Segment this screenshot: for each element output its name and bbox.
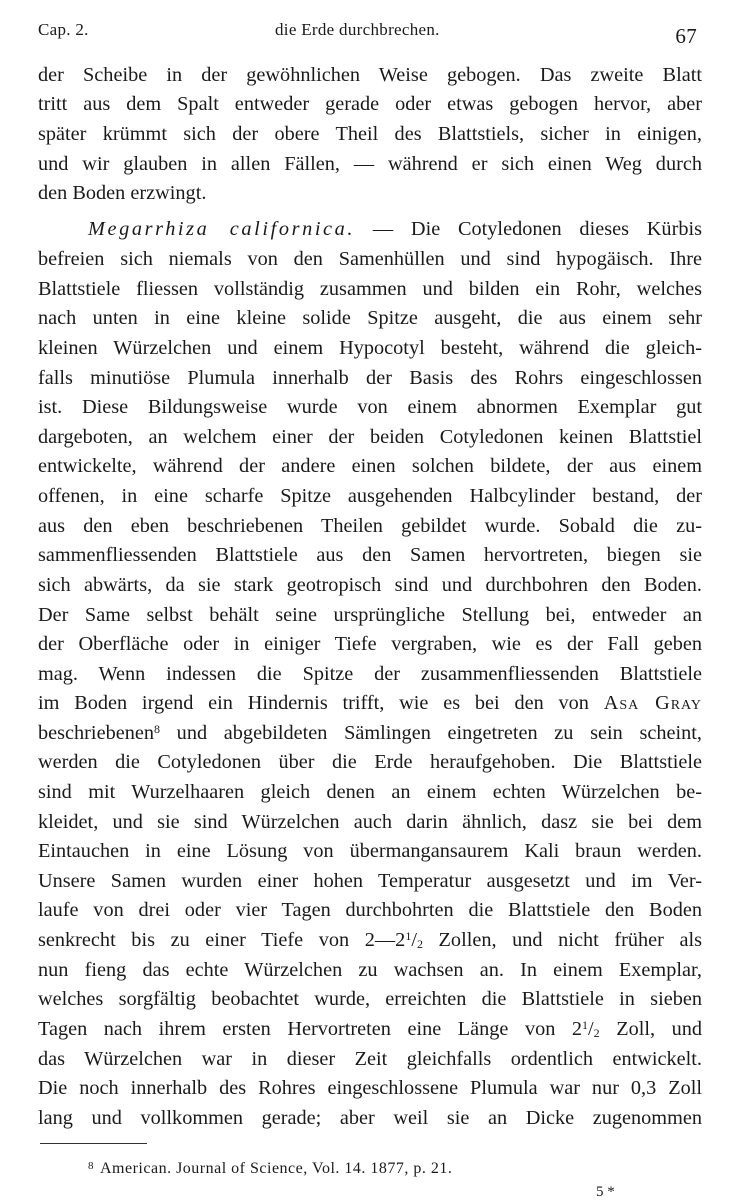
footnote-mark: 8 <box>88 1160 94 1172</box>
page-number: 67 <box>675 24 697 48</box>
text-line <box>38 719 702 748</box>
text-line: lang und vollkommen gerade; aber weil sie an Dicke zugenommen <box>38 1107 702 1129</box>
text-line: sammenfliessenden Blattstiele aus den Samen hervortreten, biegen sie <box>38 544 702 566</box>
text-line: und wir glauben in allen Fällen, — während er sich einen Weg durch <box>38 153 702 175</box>
fraction-numerator: 1 <box>582 1018 589 1032</box>
text-line: Blattstiele fliessen vollständig zusammen und bilden ein Rohr, welches <box>38 278 702 300</box>
text-line: der Scheibe in der gewöhnlichen Weise gebogen. Das zweite Blatt <box>38 64 702 86</box>
text-line <box>38 1015 702 1044</box>
running-header <box>38 18 697 48</box>
text-line: den Boden erzwingt. <box>38 182 207 204</box>
text-line: tritt aus dem Spalt entweder gerade oder etwas gebogen hervor, aber <box>38 93 702 115</box>
text-line: offenen, in eine scharfe Spitze ausgehenden Halbcylinder bestand, der <box>38 485 702 507</box>
text-line: das Würzelchen war in dieser Zeit gleichfalls ordentlich entwickelt. <box>38 1048 702 1070</box>
chapter-label: Cap. 2. <box>38 20 89 39</box>
text-line: Die noch innerhalb des Rohres eingeschlossene Plumula war nur 0,3 Zoll <box>38 1077 702 1099</box>
fraction-numerator: 1 <box>405 929 412 943</box>
text-line: dargeboten, an welchem einer der beiden Cotyledonen keinen Blattstiel <box>38 426 702 448</box>
species-name: Megarrhiza californica. <box>88 218 356 240</box>
text-line: sind mit Wurzelhaaren gleich denen an einem echten Würzelchen be- <box>38 781 702 803</box>
author-name: Asa Gray <box>603 692 702 714</box>
text-line: aus den eben beschriebenen Theilen gebildet wurde. Sobald die zu- <box>38 515 702 537</box>
footnote-divider <box>40 1143 147 1144</box>
text-line: befreien sich niemals von den Samenhüllen und sind hypogäisch. Ihre <box>38 248 702 270</box>
text-line: Eintauchen in eine Lösung von übermangansaurem Kali braun werden. <box>38 840 702 862</box>
text-line: werden die Cotyledonen über die Erde heraufgehoben. Die Blattstiele <box>38 751 702 773</box>
text-segment: beschriebenen <box>38 722 154 744</box>
text-line: welches sorgfältig beobachtet wurde, erreichten die Blattstiele in sieben <box>38 988 702 1010</box>
text-line: der Oberfläche oder in einiger Tiefe vergraben, wie es der Fall geben <box>38 633 702 655</box>
text-segment: und abgebildeten Sämlingen eingetreten zu sein scheint, <box>160 722 702 744</box>
text-line <box>38 689 702 718</box>
text-line: entwickelte, während der andere einen solchen bildete, der aus einem <box>38 455 702 477</box>
text-line: kleinen Würzelchen und einem Hypocotyl besteht, während die gleich- <box>38 337 702 359</box>
text-line: Unsere Samen wurden einer hohen Temperatur ausgesetzt und im Ver- <box>38 870 702 892</box>
text-line: nun fieng das echte Würzelchen zu wachsen an. In einem Exemplar, <box>38 959 702 981</box>
text-segment: im Boden irgend ein Hindernis trifft, wie es bei den von <box>38 692 604 714</box>
paragraph-start-line <box>38 215 702 244</box>
fraction-denominator: 2 <box>593 1026 600 1040</box>
footnote-reference: 8 <box>154 722 160 736</box>
footnote-text: American. Journal of Science, Vol. 14. 1877, p. 21. <box>100 1160 453 1177</box>
text-segment: Zoll, und <box>599 1018 702 1040</box>
text-line: nach unten in eine kleine solide Spitze ausgeht, die aus einem sehr <box>38 307 702 329</box>
text-line: laufe von drei oder vier Tagen durchbohrten die Blattstiele den Boden <box>38 899 702 921</box>
text-line: mag. Wenn indessen die Spitze der zusammenfliessenden Blattstiele <box>38 663 702 685</box>
text-line: kleidet, und sie sind Würzelchen auch darin ähnlich, dasz sie bei dem <box>38 811 702 833</box>
footnote <box>88 1160 452 1178</box>
printer-signature: 5 * <box>596 1184 615 1200</box>
text-segment: Tagen nach ihrem ersten Hervortreten eine Länge von 2 <box>38 1018 583 1040</box>
fraction-slash: / <box>411 929 417 951</box>
text-line: falls minutiöse Plumula innerhalb der Basis des Rohrs eingeschlossen <box>38 367 702 389</box>
text-line: später krümmt sich der obere Theil des Blattstiels, sicher in einigen, <box>38 123 702 145</box>
text-segment: — Die Cotyledonen dieses Kürbis <box>355 218 702 240</box>
text-segment: Zollen, und nicht früher als <box>422 929 702 951</box>
text-line <box>38 926 702 955</box>
fraction-denominator: 2 <box>416 937 423 951</box>
text-segment: senkrecht bis zu einer Tiefe von 2—2 <box>38 929 406 951</box>
running-title: die Erde durchbrechen. <box>275 20 440 39</box>
text-line: sich abwärts, da sie stark geotropisch sind und durchbohren den Boden. <box>38 574 702 596</box>
text-line: ist. Diese Bildungsweise wurde von einem abnormen Exemplar gut <box>38 396 702 418</box>
fraction-slash: / <box>588 1018 594 1040</box>
text-line: Der Same selbst behält seine ursprüngliche Stellung bei, entweder an <box>38 604 702 626</box>
